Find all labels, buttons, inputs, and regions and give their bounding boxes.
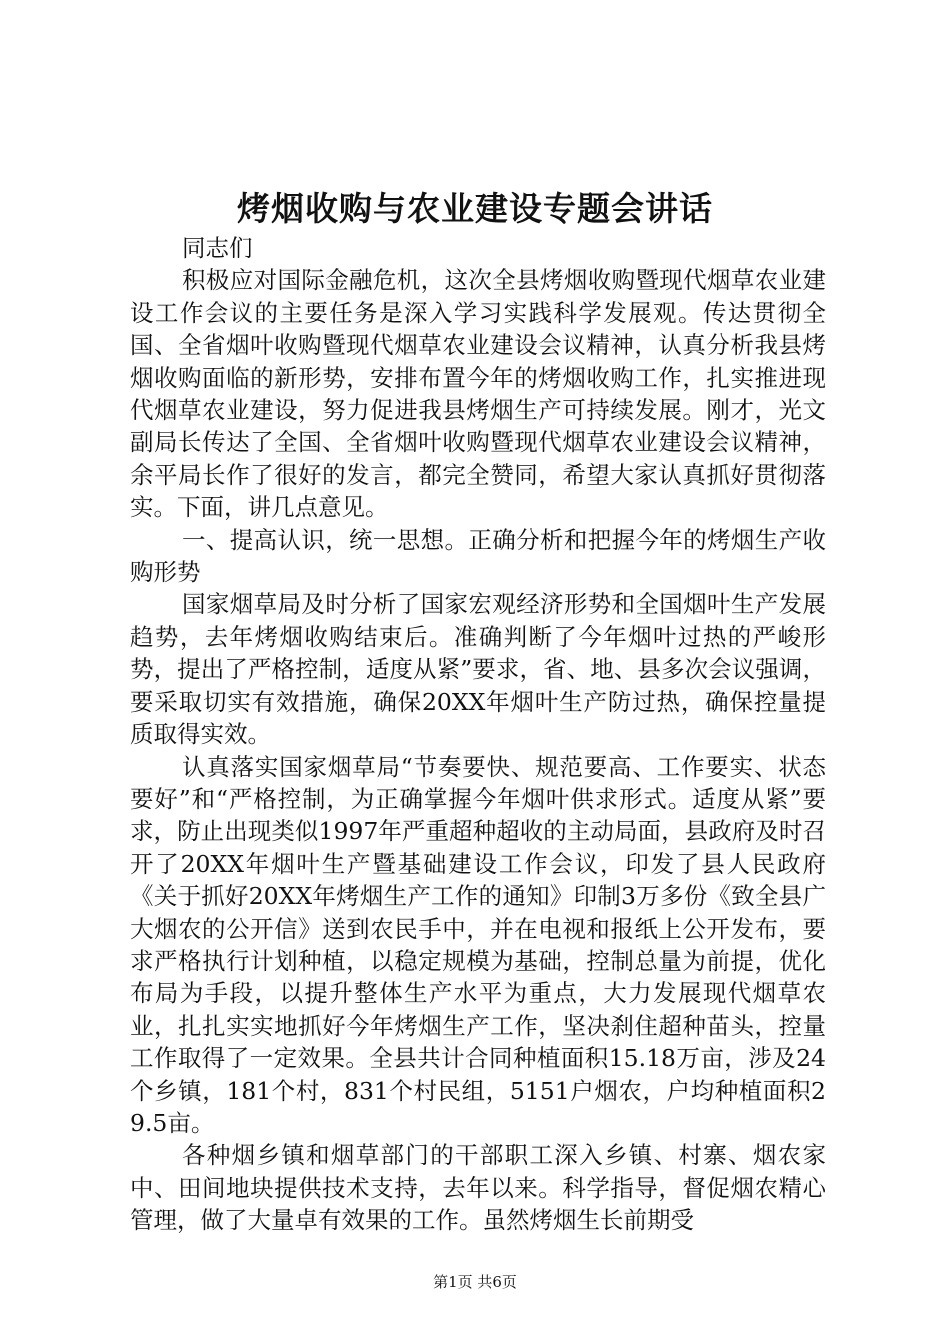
- body-paragraph: 认真落实国家烟草局“节奏要快、规范要高、工作要实、状态要好”和“严格控制，为正确掌握今年烟叶供求形式。适度从紧”要求，防止出现类似1997年严重超种超收的主动局面，县政府及时召开了20XX年烟叶生产暨基础建设工作会议，印发了县人民政府《关于抓好20XX年烤烟生产工作的通知》印制3万多份《致全县广大烟农的公开信》送到农民手中，并在电视和报纸上公开发布，要求严格执行计划种植，以稳定规模为基础，控制总量为前提，优化布局为手段，以提升整体生产水平为重点，大力发展现代烟草农业，扎扎实实地抓好今年烤烟生产工作，坚决刹住超种苗头，控量工作取得了一定效果。全县共计合同种植面积15.18万亩，涉及24个乡镇，181个村，831个村民组，5151户烟农，户均种植面积29.5亩。: [130, 752, 826, 1137]
- body-paragraph: 积极应对国际金融危机，这次全县烤烟收购暨现代烟草农业建设工作会议的主要任务是深入学习实践科学发展观。传达贯彻全国、全省烟叶收购暨现代烟草农业建设会议精神，认真分析我县烤烟收购面临的新形势，安排布置今年的烤烟收购工作，扎实推进现代烟草农业建设，努力促进我县烤烟生产可持续发展。刚才，光文副局长传达了全国、全省烟叶收购暨现代烟草农业建设会议精神，余平局长作了很好的发言，都完全赞同，希望大家认真抓好贯彻落实。下面，讲几点意见。: [130, 266, 826, 522]
- page-number-footer: 第1页 共6页: [433, 1273, 517, 1291]
- document-title: 烤烟收购与农业建设专题会讲话: [237, 189, 713, 228]
- document-body: [130, 232, 826, 1237]
- section-heading-paragraph: 一、提高认识，统一思想。正确分析和把握今年的烤烟生产收购形势: [130, 525, 826, 587]
- body-paragraph: 国家烟草局及时分析了国家宏观经济形势和全国烟叶生产发展趋势，去年烤烟收购结束后。准确判断了今年烟叶过热的严峻形势，提出了严格控制，适度从紧”要求，省、地、县多次会议强调，要采取切实有效措施，确保20XX年烟叶生产防过热，确保控量提质取得实效。: [130, 590, 826, 749]
- body-paragraph: 各种烟乡镇和烟草部门的干部职工深入乡镇、村寨、烟农家中、田间地块提供技术支持，去年以来。科学指导，督促烟农精心管理，做了大量卓有效果的工作。虽然烤烟生长前期受: [130, 1141, 826, 1235]
- salutation-paragraph: 同志们: [182, 234, 253, 262]
